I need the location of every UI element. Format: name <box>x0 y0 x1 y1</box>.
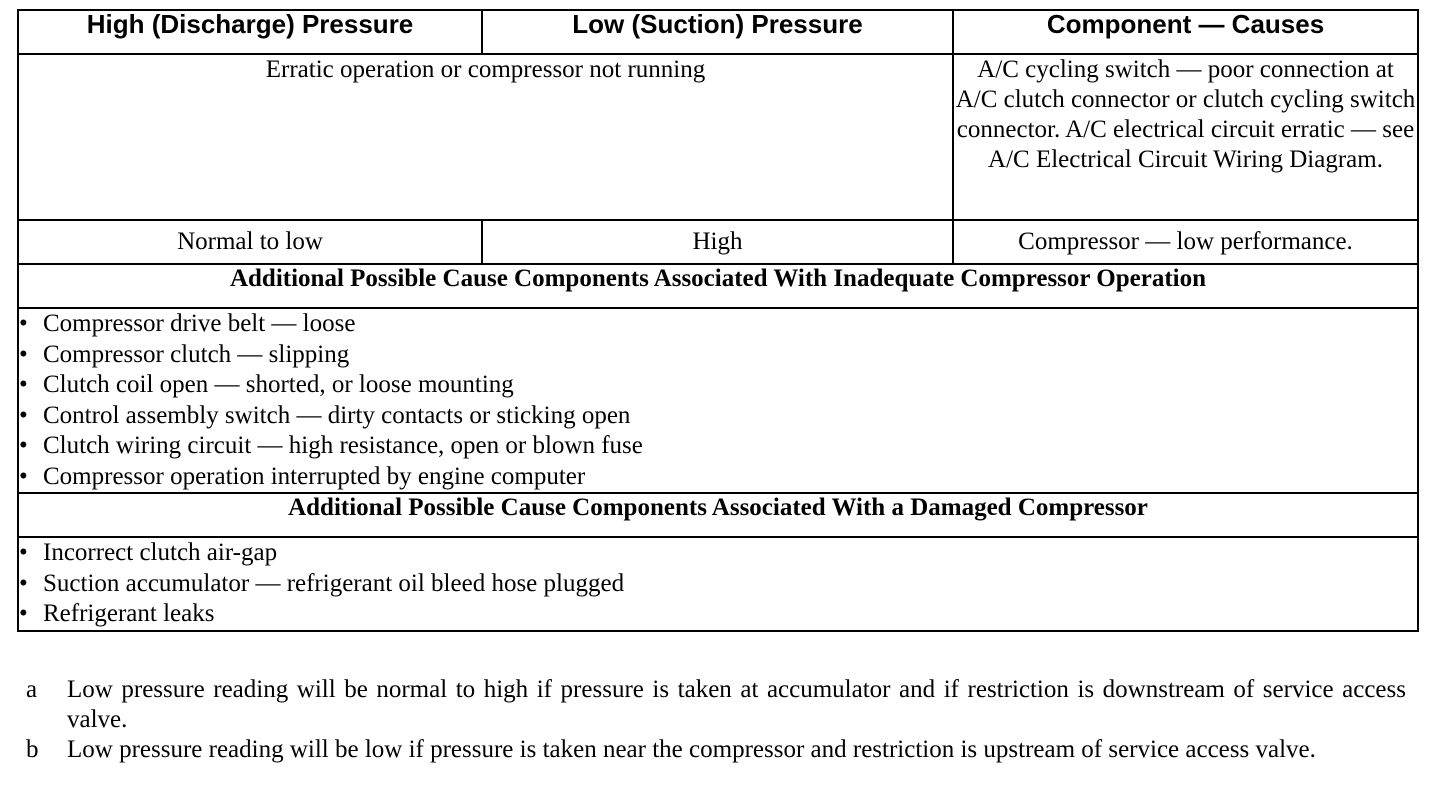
list-item <box>19 370 1417 401</box>
list-item <box>19 431 1417 462</box>
list-item-text: Compressor operation interrupted by engine computer <box>43 462 586 490</box>
section-body-row <box>18 308 1418 493</box>
bullet-icon: • <box>19 340 28 368</box>
bullet-list-inadequate-operation <box>19 309 1417 492</box>
diagnosis-table <box>17 9 1419 632</box>
section-title-inadequate-operation: Additional Possible Cause Components Associated With Inadequate Compressor Operation <box>18 264 1418 308</box>
footnote-b <box>26 735 1406 765</box>
list-item <box>19 401 1417 432</box>
bullet-icon: • <box>19 310 28 337</box>
bullet-icon: • <box>19 462 28 490</box>
table-row <box>18 220 1418 264</box>
list-item-text: Compressor drive belt — loose <box>43 310 356 337</box>
list-item-text: Refrigerant leaks <box>43 600 215 627</box>
bullet-icon: • <box>19 600 28 627</box>
list-item-text: Clutch wiring circuit — high resistance, open or blown fuse <box>43 432 643 459</box>
footnote-text: Low pressure reading will be low if pressure is taken near the compressor and restriction is upstream of service access valve. <box>67 736 1316 763</box>
bullet-icon: • <box>19 432 28 459</box>
footnote-text: Low pressure reading will be normal to high if pressure is taken at accumulator and if restriction is downstream of service access valve. <box>67 676 1406 733</box>
bullet-list-cell <box>18 308 1418 493</box>
list-item-text: Suction accumulator — refrigerant oil bleed hose plugged <box>43 569 625 597</box>
bullet-list-damaged-compressor <box>19 538 1417 630</box>
list-item <box>19 309 1417 340</box>
list-item <box>19 569 1417 600</box>
footnote-mark: b <box>26 736 39 763</box>
bullet-icon: • <box>19 569 28 597</box>
header-component-causes: Component — Causes <box>953 10 1418 54</box>
high-pressure-cell: Normal to low <box>18 220 482 264</box>
section-header-row <box>18 493 1418 537</box>
header-row <box>18 10 1418 54</box>
causes-cell: A/C cycling switch — poor connection at A/C clutch connector or clutch cycling switch connector. A/C electrical circuit erratic — see A/C Electrical Circuit Wiring Diagram. <box>953 54 1418 220</box>
bullet-icon: • <box>19 371 28 398</box>
bullet-list-cell <box>18 537 1418 631</box>
list-item-text: Clutch coil open — shorted, or loose mounting <box>43 371 514 398</box>
footnote-mark: a <box>26 676 38 703</box>
erratic-operation-cell: Erratic operation or compressor not running <box>18 54 953 220</box>
header-low-pressure: Low (Suction) Pressure <box>482 10 953 54</box>
section-header-row <box>18 264 1418 308</box>
list-item-text: Compressor clutch — slipping <box>43 340 350 368</box>
section-body-row <box>18 537 1418 631</box>
section-title-damaged-compressor: Additional Possible Cause Components Associated With a Damaged Compressor <box>18 493 1418 537</box>
list-item <box>19 462 1417 493</box>
causes-cell: Compressor — low performance. <box>953 220 1418 264</box>
list-item <box>19 340 1417 371</box>
list-item <box>19 599 1417 630</box>
list-item-text: Control assembly switch — dirty contacts or sticking open <box>43 401 631 429</box>
list-item <box>19 538 1417 569</box>
footnotes <box>26 675 1406 765</box>
bullet-icon: • <box>19 401 28 429</box>
table-row <box>18 54 1418 220</box>
low-pressure-cell: High <box>482 220 953 264</box>
footnote-a <box>26 675 1406 735</box>
bullet-icon: • <box>19 539 28 566</box>
header-high-pressure: High (Discharge) Pressure <box>18 10 482 54</box>
list-item-text: Incorrect clutch air-gap <box>43 539 278 566</box>
